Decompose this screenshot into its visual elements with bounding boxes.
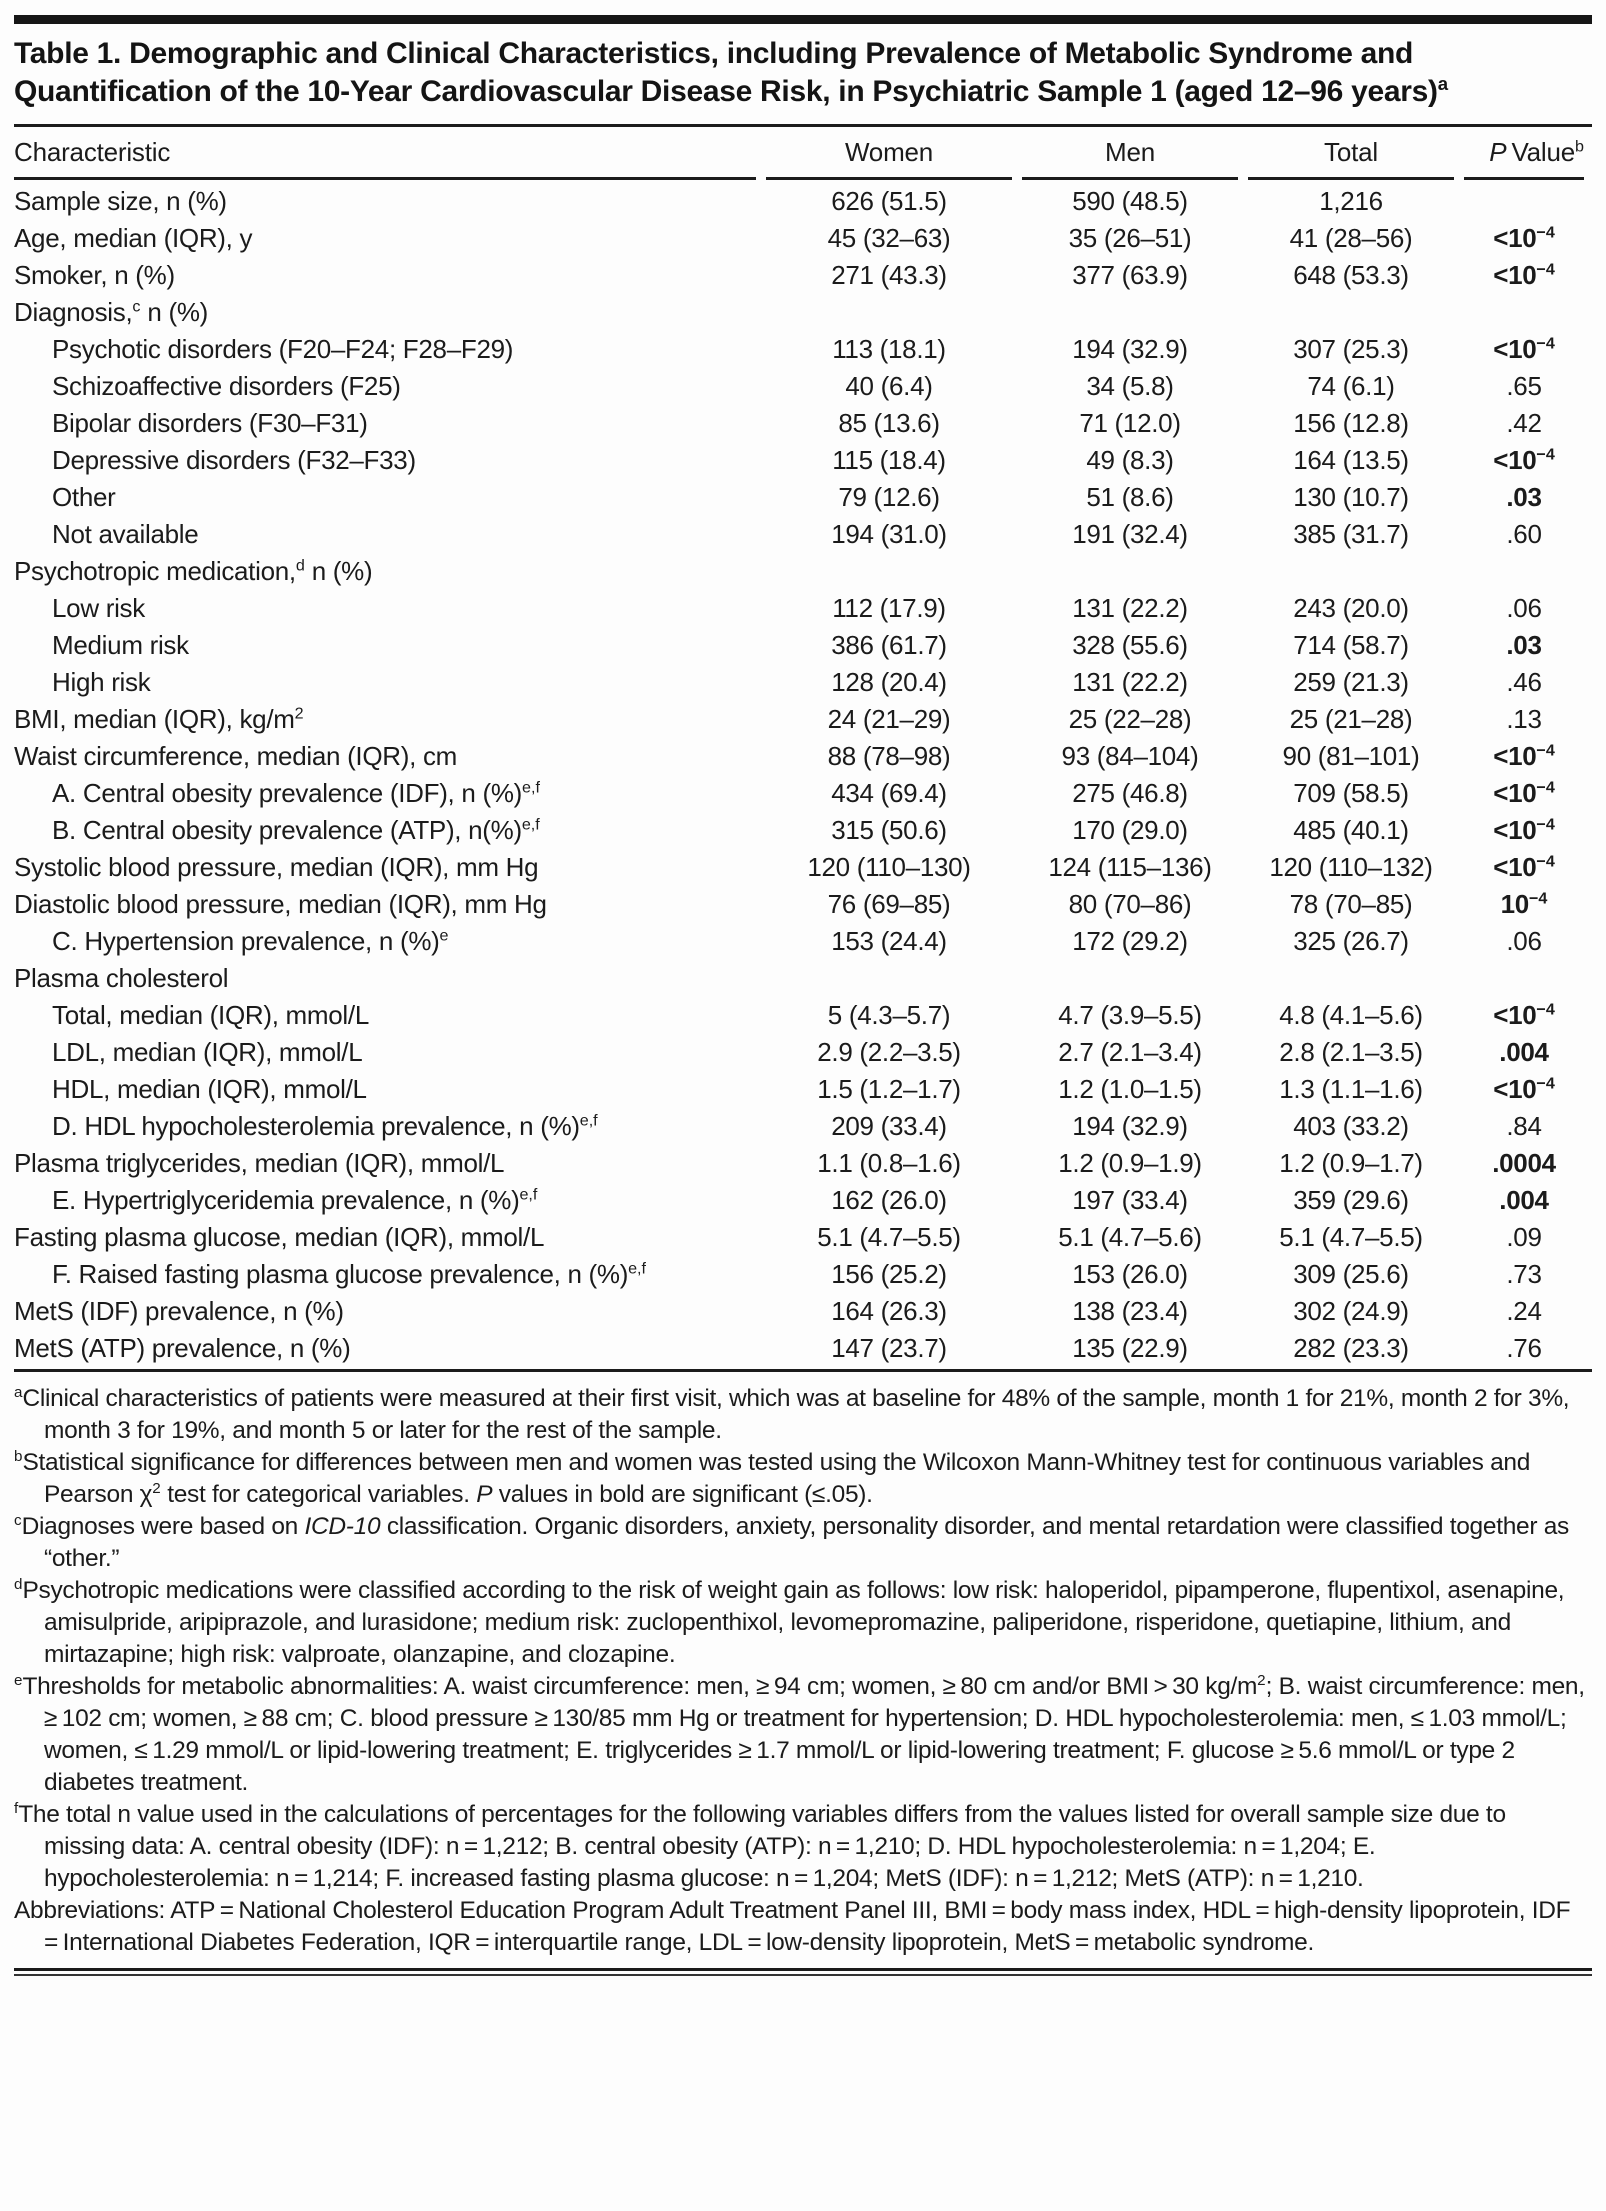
table-row xyxy=(14,442,1592,479)
cell-characteristic: Medium risk xyxy=(52,630,189,660)
table-body xyxy=(14,183,1592,1367)
cell-characteristic: MetS (ATP) prevalence, n (%) xyxy=(14,1333,351,1363)
cell-men: 49 (8.3) xyxy=(1086,445,1174,475)
cell-p-value: .73 xyxy=(1506,1259,1542,1289)
cell-p-value: $<10^{-4}$ xyxy=(1493,741,1555,771)
cell-characteristic: LDL, median (IQR), mmol/L xyxy=(52,1037,363,1067)
cell-characteristic: Not available xyxy=(52,519,199,549)
cell-men: 194 (32.9) xyxy=(1072,334,1188,364)
cell-total: 307 (25.3) xyxy=(1293,334,1409,364)
table-row xyxy=(14,1182,1592,1219)
table-row xyxy=(14,997,1592,1034)
cell-men: 275 (46.8) xyxy=(1072,778,1188,808)
cell-men: 124 (115–136) xyxy=(1048,852,1212,882)
table-row xyxy=(14,183,1592,220)
cell-characteristic: Psychotic disorders (F20–F24; F28–F29) xyxy=(52,334,514,364)
cell-men: 1.2 (1.0–1.5) xyxy=(1058,1074,1202,1104)
cell-p-value: .46 xyxy=(1506,667,1542,697)
cell-characteristic: Total, median (IQR), mmol/L xyxy=(52,1000,369,1030)
table-row xyxy=(14,1256,1592,1293)
table-row xyxy=(14,1108,1592,1145)
cell-p-value: $<10^{-4}$ xyxy=(1493,334,1555,364)
cell-p-value: $<10^{-4}$ xyxy=(1493,260,1555,290)
cell-women: 153 (24.4) xyxy=(831,926,947,956)
cell-p-value: .09 xyxy=(1506,1222,1542,1252)
cell-men: 197 (33.4) xyxy=(1072,1185,1188,1215)
cell-characteristic: B. Central obesity prevalence (ATP), n(%)$^{e,f}$ xyxy=(52,815,540,845)
cell-men: 93 (84–104) xyxy=(1061,741,1199,771)
cell-total: 302 (24.9) xyxy=(1293,1296,1409,1326)
cell-characteristic: Waist circumference, median (IQR), cm xyxy=(14,741,458,771)
cell-p-value: .03 xyxy=(1506,482,1542,512)
cell-women: 156 (25.2) xyxy=(831,1259,947,1289)
table-row xyxy=(14,960,1592,997)
cell-p-value: $<10^{-4}$ xyxy=(1493,852,1555,882)
cell-total: 5.1 (4.7–5.5) xyxy=(1279,1222,1423,1252)
cell-total: 120 (110–132) xyxy=(1269,852,1433,882)
cell-total: 359 (29.6) xyxy=(1293,1185,1409,1215)
cell-total: 2.8 (2.1–3.5) xyxy=(1279,1037,1423,1067)
table-row xyxy=(14,294,1592,331)
cell-total: 403 (33.2) xyxy=(1293,1111,1409,1141)
table-row xyxy=(14,738,1592,775)
cell-characteristic: Psychotropic medication,$^d$ n (%) xyxy=(14,556,373,586)
bottom-border-line-2 xyxy=(14,1974,1592,1976)
cell-total: 1.2 (0.9–1.7) xyxy=(1279,1148,1423,1178)
cell-men: 2.7 (2.1–3.4) xyxy=(1058,1037,1202,1067)
cell-men: 170 (29.0) xyxy=(1072,815,1188,845)
cell-men: 71 (12.0) xyxy=(1079,408,1181,438)
cell-total: 4.8 (4.1–5.6) xyxy=(1279,1000,1423,1030)
cell-p-value: $<10^{-4}$ xyxy=(1493,778,1555,808)
cell-total: 709 (58.5) xyxy=(1293,778,1409,808)
cell-women: 76 (69–85) xyxy=(827,889,951,919)
cell-characteristic: MetS (IDF) prevalence, n (%) xyxy=(14,1296,344,1326)
cell-characteristic: Systolic blood pressure, median (IQR), mm Hg xyxy=(14,852,539,882)
cell-total: 156 (12.8) xyxy=(1293,408,1409,438)
cell-men: 194 (32.9) xyxy=(1072,1111,1188,1141)
cell-women: 40 (6.4) xyxy=(845,371,933,401)
cell-p-value: $<10^{-4}$ xyxy=(1493,815,1555,845)
cell-characteristic: Age, median (IQR), y xyxy=(14,223,253,253)
cell-women: 315 (50.6) xyxy=(831,815,947,845)
cell-total: 1,216 xyxy=(1319,186,1383,216)
cell-men: 153 (26.0) xyxy=(1072,1259,1188,1289)
cell-p-value: .03 xyxy=(1506,630,1542,660)
cell-men: 5.1 (4.7–5.6) xyxy=(1058,1222,1202,1252)
cell-women: 209 (33.4) xyxy=(831,1111,947,1141)
column-header-men: Men xyxy=(1022,129,1238,180)
cell-p-value: .06 xyxy=(1506,926,1542,956)
cell-total: 485 (40.1) xyxy=(1293,815,1409,845)
cell-total: 1.3 (1.1–1.6) xyxy=(1279,1074,1423,1104)
cell-men: 35 (26–51) xyxy=(1068,223,1192,253)
cell-p-value: .0004 xyxy=(1492,1148,1556,1178)
table-row xyxy=(14,775,1592,812)
cell-total: 325 (26.7) xyxy=(1293,926,1409,956)
cell-p-value: .004 xyxy=(1499,1037,1549,1067)
cell-women: 5.1 (4.7–5.5) xyxy=(817,1222,961,1252)
cell-p-value: .06 xyxy=(1506,593,1542,623)
cell-p-value: $<10^{-4}$ xyxy=(1493,445,1555,475)
table-header-row xyxy=(14,129,1592,180)
cell-total: 90 (81–101) xyxy=(1282,741,1420,771)
cell-men: 1.2 (0.9–1.9) xyxy=(1058,1148,1202,1178)
cell-women: 2.9 (2.2–3.5) xyxy=(817,1037,961,1067)
cell-characteristic: Low risk xyxy=(52,593,145,623)
table-row xyxy=(14,812,1592,849)
cell-characteristic: Depressive disorders (F32–F33) xyxy=(52,445,416,475)
cell-characteristic: BMI, median (IQR), $kg/m^2$ xyxy=(14,704,304,734)
column-header-women: Women xyxy=(766,129,1012,180)
cell-p-value: $10^{-4}$ xyxy=(1500,889,1548,919)
cell-total: 25 (21–28) xyxy=(1289,704,1413,734)
cell-women: 128 (20.4) xyxy=(831,667,947,697)
cell-men: 51 (8.6) xyxy=(1086,482,1174,512)
table-row xyxy=(14,479,1592,516)
cell-total: 714 (58.7) xyxy=(1293,630,1409,660)
cell-women: 112 (17.9) xyxy=(832,593,946,623)
cell-characteristic: Schizoaffective disorders (F25) xyxy=(52,371,401,401)
cell-total: 282 (23.3) xyxy=(1293,1333,1409,1363)
cell-men: 172 (29.2) xyxy=(1072,926,1188,956)
cell-women: 147 (23.7) xyxy=(831,1333,947,1363)
cell-p-value: .13 xyxy=(1506,704,1542,734)
cell-p-value: .76 xyxy=(1506,1333,1542,1363)
cell-p-value: $<10^{-4}$ xyxy=(1493,223,1555,253)
table-row xyxy=(14,590,1592,627)
cell-men: 590 (48.5) xyxy=(1072,186,1188,216)
table-row xyxy=(14,516,1592,553)
cell-characteristic: Other xyxy=(52,482,116,512)
table-top-border xyxy=(14,15,1592,24)
body-bottom-rule xyxy=(14,1369,1592,1372)
cell-characteristic: Bipolar disorders (F30–F31) xyxy=(52,408,368,438)
cell-characteristic: F. Raised fasting plasma glucose prevalence, n (%)$^{e,f}$ xyxy=(52,1259,646,1289)
cell-men: 377 (63.9) xyxy=(1072,260,1188,290)
cell-men: 135 (22.9) xyxy=(1072,1333,1188,1363)
cell-women: 434 (69.4) xyxy=(831,778,947,808)
table-row xyxy=(14,368,1592,405)
cell-men: 4.7 (3.9–5.5) xyxy=(1058,1000,1202,1030)
table-row xyxy=(14,331,1592,368)
cell-characteristic: Plasma cholesterol xyxy=(14,963,229,993)
table-row xyxy=(14,220,1592,257)
table-row xyxy=(14,553,1592,590)
cell-women: 164 (26.3) xyxy=(831,1296,947,1326)
cell-women: 162 (26.0) xyxy=(831,1185,947,1215)
footnote: $^f$The total n value used in the calculations of percentages for the following variables differs from the values listed for overall sample size due to missing data: A. central obesity (IDF): n = 1,212; B. central obesity (ATP): n = 1,210; D. HDL hypocholesterolemia: n = 1,204; E. hypocholesterolemia: n = 1,214; F. increased fasting plasma glucose: n = 1,204; MetS (IDF): n = 1,212; MetS (ATP): n = 1,210. xyxy=(14,1799,1506,1892)
cell-characteristic: High risk xyxy=(52,667,151,697)
table-row xyxy=(14,701,1592,738)
cell-characteristic: C. Hypertension prevalence, n (%)$^e$ xyxy=(52,926,449,956)
cell-total: 309 (25.6) xyxy=(1293,1259,1409,1289)
table-title: Table 1. Demographic and Clinical Characteristics, including Prevalence of Metabolic Syndrome and Quantification of the 10-Year Cardiovascular Disease Risk, in Psychiatric Sample 1 (aged 12–96 years)$^a$ xyxy=(14,37,1449,108)
cell-women: 115 (18.4) xyxy=(832,445,946,475)
cell-p-value: .60 xyxy=(1506,519,1542,549)
table-row xyxy=(14,1330,1592,1367)
cell-p-value: .65 xyxy=(1506,371,1542,401)
cell-p-value: .24 xyxy=(1506,1296,1542,1326)
cell-women: 1.1 (0.8–1.6) xyxy=(817,1148,961,1178)
cell-men: 328 (55.6) xyxy=(1072,630,1188,660)
cell-women: 120 (110–130) xyxy=(807,852,971,882)
cell-men: 80 (70–86) xyxy=(1068,889,1192,919)
cell-total: 648 (53.3) xyxy=(1293,260,1409,290)
table-row xyxy=(14,923,1592,960)
table-row xyxy=(14,1034,1592,1071)
footnote: Abbreviations: ATP = National Cholesterol Education Program Adult Treatment Panel III, BMI = body mass index, HDL = high-density lipoprotein, IDF = International Diabetes Federation, IQR = interquartile range, LDL = low-density lipoprotein, MetS = metabolic syndrome. xyxy=(14,1897,1575,1956)
cell-characteristic: D. HDL hypocholesterolemia prevalence, n (%)$^{e,f}$ xyxy=(52,1111,598,1141)
cell-men: 131 (22.2) xyxy=(1072,667,1188,697)
table-row xyxy=(14,405,1592,442)
cell-characteristic: Diastolic blood pressure, median (IQR), mm Hg xyxy=(14,889,547,919)
cell-p-value: $<10^{-4}$ xyxy=(1493,1000,1555,1030)
cell-total: 259 (21.3) xyxy=(1293,667,1409,697)
column-header-p: P Value$^b$ xyxy=(1464,129,1584,180)
table-footnotes xyxy=(14,1383,1592,1959)
cell-total: 385 (31.7) xyxy=(1293,519,1409,549)
footnote: $^d$Psychotropic medications were classified according to the risk of weight gain as follows: low risk: haloperidol, pipamperone, flupentixol, asenapine, amisulpride, aripiprazole, and lurasidone; medium risk: zuclopenthixol, levomepromazine, paliperidone, risperidone, quetiapine, lithium, and mirtazapine; high risk: valproate, olanzapine, and clozapine. xyxy=(14,1575,1565,1668)
header-top-rule xyxy=(14,124,1592,127)
cell-characteristic: Sample size, n (%) xyxy=(14,186,227,216)
column-header-total: Total xyxy=(1248,129,1454,180)
footnote: $^b$Statistical significance for differences between men and women was tested using the Wilcoxon Mann-Whitney test for continuous variables and Pearson $\chi^2$ test for categorical variables. P values in bold are significant (≤.05). xyxy=(14,1447,1531,1508)
table-row xyxy=(14,1145,1592,1182)
cell-women: 85 (13.6) xyxy=(838,408,940,438)
cell-characteristic: Smoker, n (%) xyxy=(14,260,175,290)
cell-women: 271 (43.3) xyxy=(831,260,947,290)
cell-total: 130 (10.7) xyxy=(1293,482,1409,512)
cell-total: 78 (70–85) xyxy=(1289,889,1413,919)
cell-total: 41 (28–56) xyxy=(1289,223,1413,253)
cell-p-value: $<10^{-4}$ xyxy=(1493,1074,1555,1104)
cell-men: 25 (22–28) xyxy=(1068,704,1192,734)
footnote: $^c$Diagnoses were based on ICD-10 classification. Organic disorders, anxiety, personality disorder, and mental retardation were classified together as “other.” xyxy=(14,1511,1570,1572)
column-header-label: Characteristic xyxy=(14,129,756,180)
cell-characteristic: HDL, median (IQR), mmol/L xyxy=(52,1074,367,1104)
cell-women: 24 (21–29) xyxy=(827,704,951,734)
cell-p-value: .84 xyxy=(1506,1111,1542,1141)
cell-women: 5 (4.3–5.7) xyxy=(827,1000,951,1030)
cell-women: 113 (18.1) xyxy=(832,334,946,364)
table-row xyxy=(14,849,1592,886)
footnote: $^a$Clinical characteristics of patients were measured at their first visit, which was at baseline for 48% of the sample, month 1 for 21%, month 2 for 3%, month 3 for 19%, and month 5 or later for the rest of the sample. xyxy=(14,1383,1570,1444)
table-row xyxy=(14,1071,1592,1108)
cell-men: 131 (22.2) xyxy=(1072,593,1188,623)
cell-characteristic: Diagnosis,$^c$ n (%) xyxy=(14,297,209,327)
table-row xyxy=(14,886,1592,923)
cell-men: 138 (23.4) xyxy=(1072,1296,1188,1326)
table-bottom-border xyxy=(14,1968,1592,1976)
table-row xyxy=(14,627,1592,664)
cell-men: 191 (32.4) xyxy=(1072,519,1188,549)
cell-characteristic: A. Central obesity prevalence (IDF), n (%)$^{e,f}$ xyxy=(52,778,540,808)
footnote: $^e$Thresholds for metabolic abnormalities: A. waist circumference: men, ≥ 94 cm; women, ≥ 80 cm and/or BMI > 30 $kg/m^2$; B. waist circumference: men, ≥ 102 cm; women, ≥ 88 cm; C. blood pressure ≥ 130/85 mm Hg or treatment for hypertension; D. HDL hypocholesterolemia: men, ≤ 1.03 mmol/L; women, ≤ 1.29 mmol/L or lipid-lowering treatment; E. triglycerides ≥ 1.7 mmol/L or lipid-lowering treatment; F. glucose ≥ 5.6 mmol/L or type 2 diabetes treatment. xyxy=(14,1671,1585,1796)
cell-characteristic: Fasting plasma glucose, median (IQR), mmol/L xyxy=(14,1222,545,1252)
cell-characteristic: E. Hypertriglyceridemia prevalence, n (%)$^{e,f}$ xyxy=(52,1185,538,1215)
cell-characteristic: Plasma triglycerides, median (IQR), mmol/L xyxy=(14,1148,505,1178)
table-row xyxy=(14,664,1592,701)
table-row xyxy=(14,1219,1592,1256)
cell-total: 164 (13.5) xyxy=(1293,445,1409,475)
cell-women: 626 (51.5) xyxy=(831,186,947,216)
paper-table-page xyxy=(0,15,1606,1976)
table-row xyxy=(14,1293,1592,1330)
cell-women: 386 (61.7) xyxy=(831,630,947,660)
table-row xyxy=(14,257,1592,294)
cell-men: 34 (5.8) xyxy=(1086,371,1174,401)
cell-total: 74 (6.1) xyxy=(1307,371,1395,401)
cell-total: 243 (20.0) xyxy=(1293,593,1409,623)
cell-women: 45 (32–63) xyxy=(827,223,951,253)
cell-p-value: .004 xyxy=(1499,1185,1549,1215)
cell-women: 88 (78–98) xyxy=(827,741,951,771)
cell-women: 79 (12.6) xyxy=(838,482,940,512)
cell-p-value: .42 xyxy=(1506,408,1542,438)
cell-women: 194 (31.0) xyxy=(831,519,947,549)
cell-women: 1.5 (1.2–1.7) xyxy=(817,1074,961,1104)
